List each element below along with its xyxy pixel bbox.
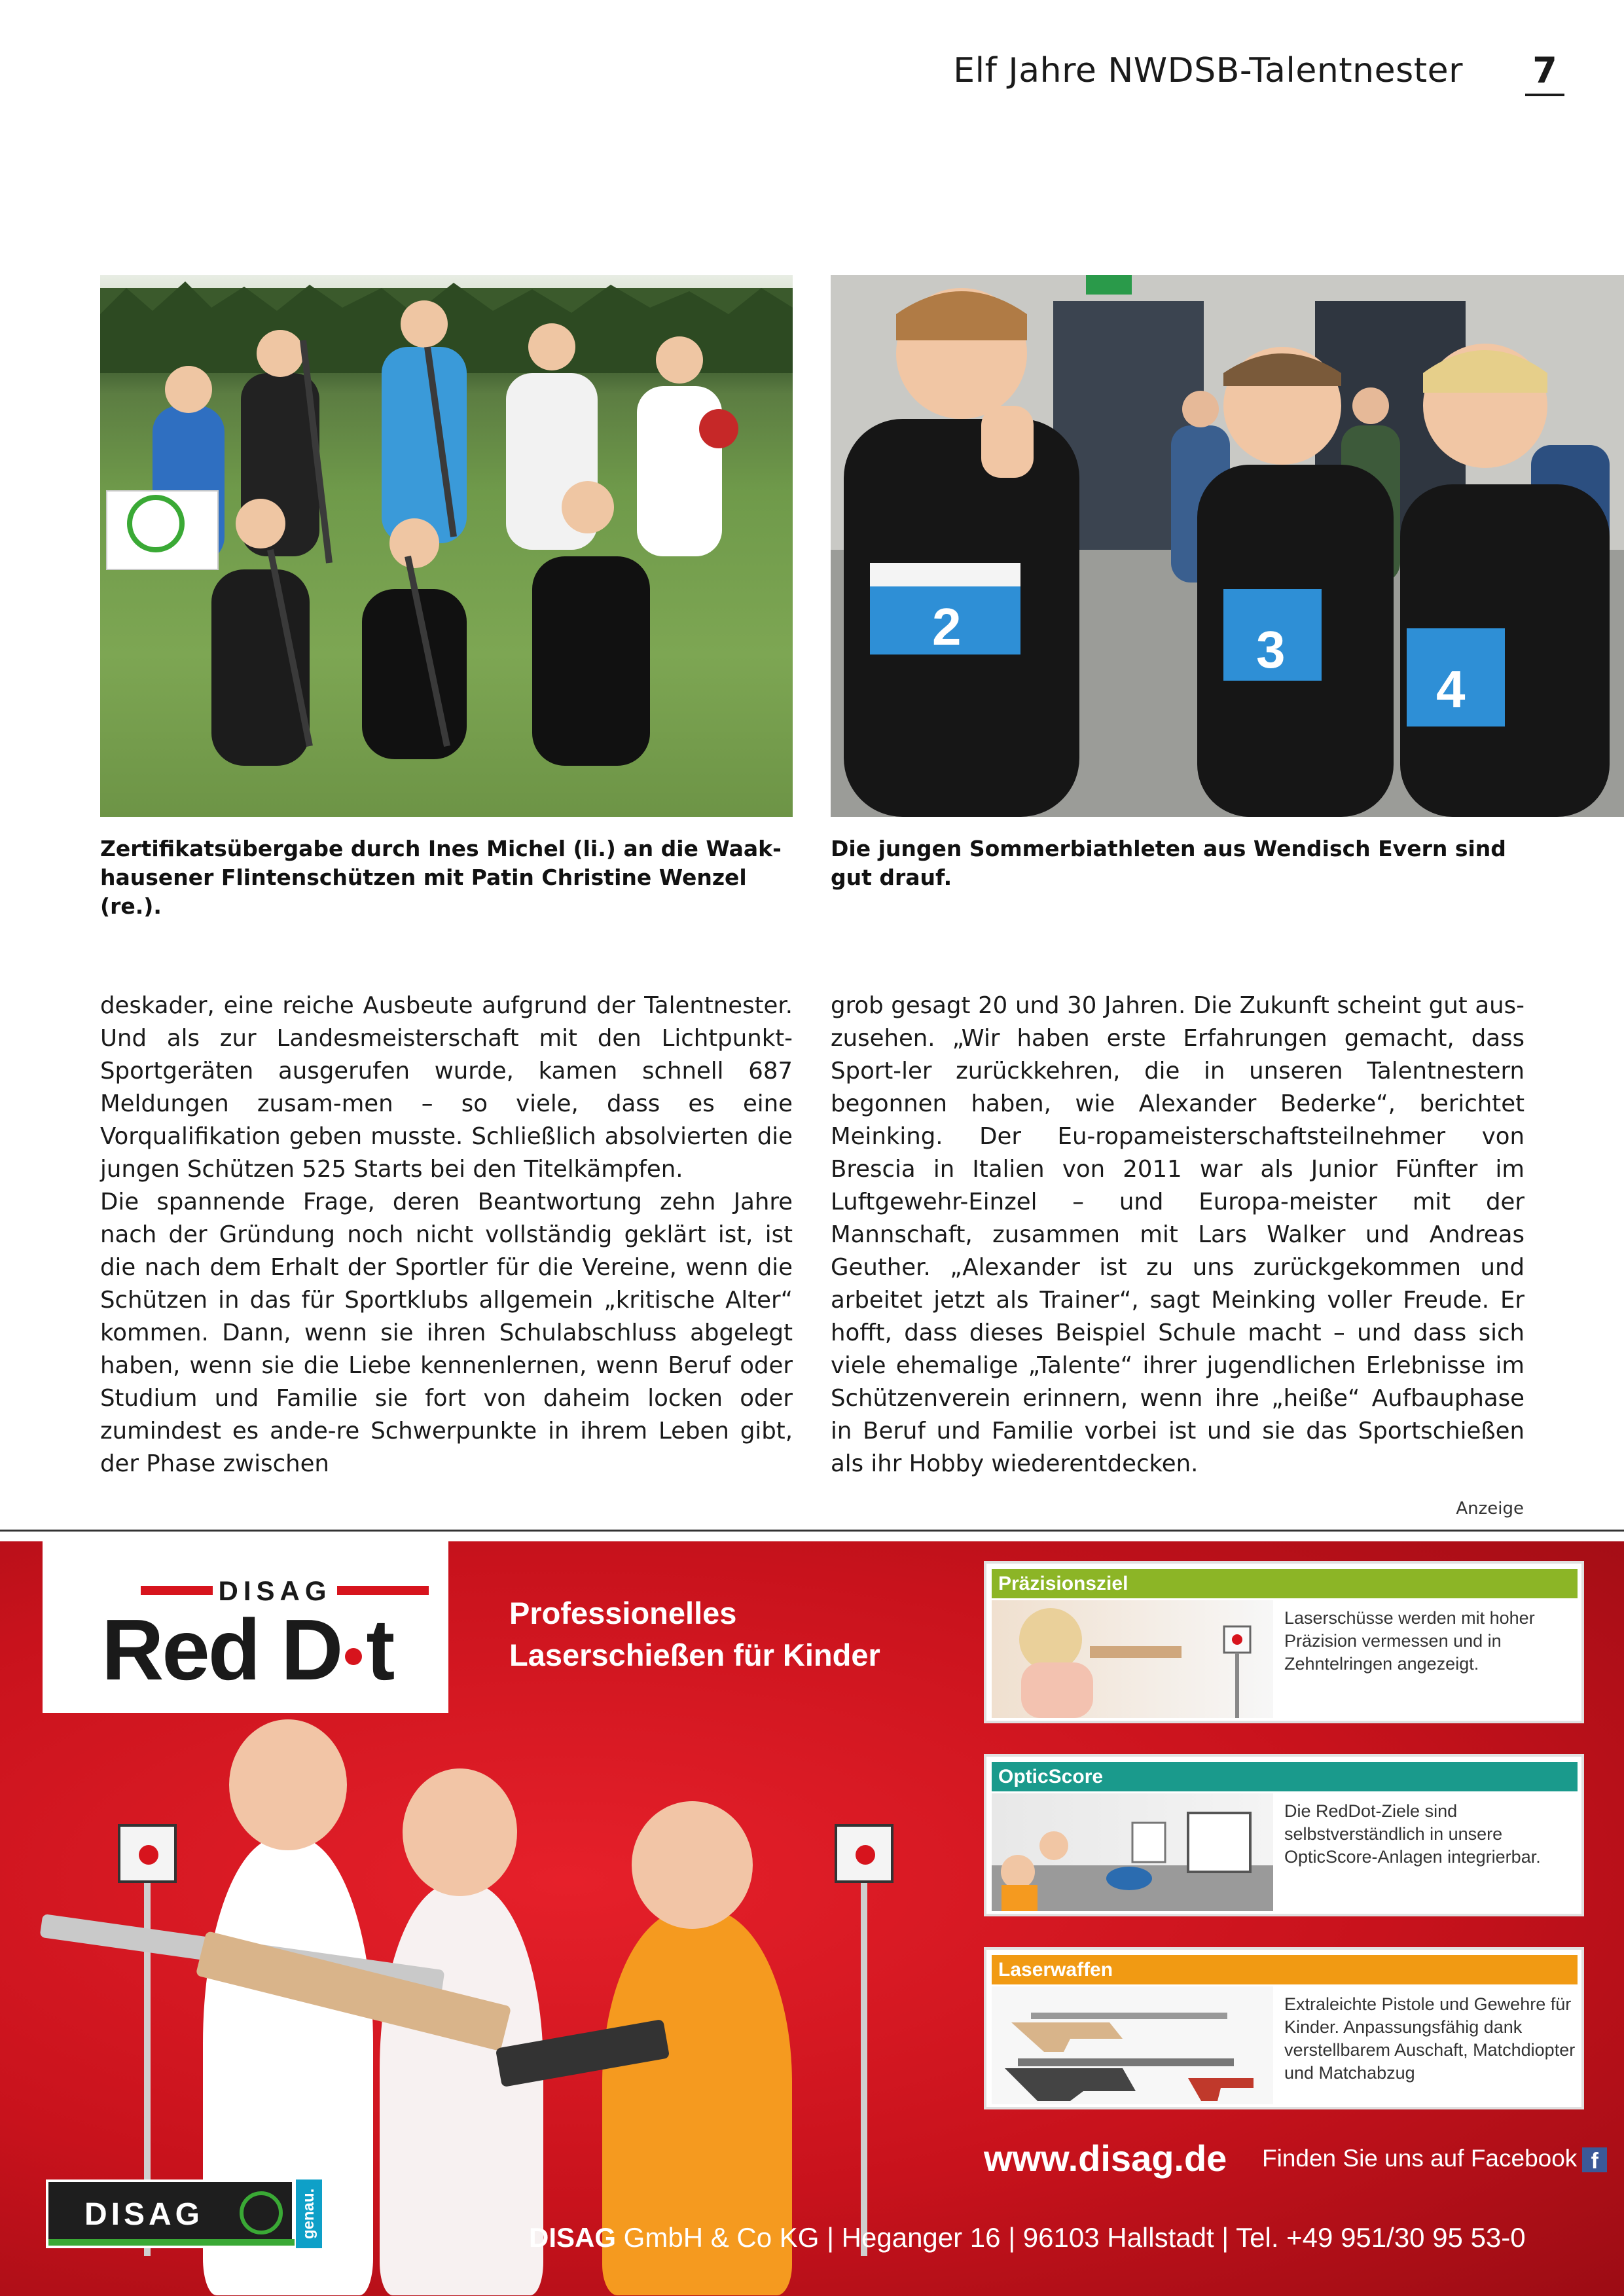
feature-box-opticscore — [984, 1754, 1584, 1916]
svg-text:3: 3 — [1256, 620, 1286, 679]
article-column-left — [100, 990, 793, 1480]
child-middle — [380, 1883, 543, 2295]
child-left-head — [229, 1719, 347, 1850]
article-column-right — [831, 990, 1525, 1480]
photo-shooters-group — [100, 275, 793, 817]
feature-text: Laserschüsse werden mit hoher Präzision vermessen und in Zehntelringen angezeigt. — [1284, 1608, 1535, 1674]
feature-box-praezisionsziel — [984, 1561, 1584, 1723]
svg-text:2: 2 — [932, 598, 962, 656]
target-ring-icon — [240, 2191, 283, 2234]
paragraph: grob gesagt 20 und 30 Jahren. Die Zukunft scheint gut aus-zusehen. „Wir haben erste Erfahrungen gemacht, dass Sport-ler zurückkehren, die in unseren Talentnestern begonnen haben, wie Alexander Bederke“, berichtet Meinking. Der Eu-ropameisterschaftsteilnehmer von Brescia in Italien von 2011 war als Junior Fünfter im Luftgewehr-Einzel – und Europa-meister mit der Mannschaft, zusammen mit Lars Walker und Andreas Geuther. „Alexander ist zu uns zurückgekommen und arbeitet jetzt als Trainer“, sagt Meinking voller Freude. Er hofft, dass dieses Beispiel Schule macht – und dass sich viele ehemalige „Talente“ ihrer jugendlichen Erlebnisse im Schützenverein erinnern, wenn ihre „heiße“ Aufbauphase in Beruf und Familie vorbei ist und sie das Sportschießen als ihr Hobby wiederentdecken. — [831, 992, 1525, 1477]
shooting-range-illustration — [992, 1793, 1273, 1911]
company-name: DISAG — [529, 2222, 617, 2253]
company-contact-line — [529, 2222, 1526, 2253]
photo-shooters-illustration — [100, 275, 793, 817]
ad-headline-line-2: Laserschießen für Kinder — [509, 1638, 880, 1672]
child-middle-head — [403, 1768, 517, 1896]
feature-text: Extraleichte Pistole und Gewehre für Kinder. Anpassungsfähig dank verstellbarem Auschaft, Matchdiopter und Matchabzug — [1284, 1994, 1576, 2083]
facebook-link[interactable] — [1262, 2145, 1607, 2172]
feature-title: OpticScore — [992, 1762, 1578, 1791]
disag-badge-logo — [46, 2179, 295, 2248]
paragraph: deskader, eine reiche Ausbeute aufgrund der Talentnester. Und als zur Landesmeisterschaft mit den Lichtpunkt-Sportgeräten ausgerufen wurde, kamen schnell 687 Meldungen zusam-men – so viele, dass es eine Vorqualifikation geben musste. Schließlich absolvierten die jungen Schützen 525 Starts bei den Titelkämpfen. — [100, 992, 793, 1183]
ad-headline-line-1: Professionelles — [509, 1596, 737, 1630]
website-link[interactable]: www.disag.de — [984, 2138, 1227, 2179]
page-number: 7 — [1525, 50, 1564, 96]
child-right-head — [632, 1801, 753, 1929]
feature-title: Laserwaffen — [992, 1955, 1578, 1984]
disag-wordmark — [101, 1575, 429, 1606]
ad-label: Anzeige — [1456, 1499, 1524, 1518]
children-shooting-range-image — [992, 1793, 1273, 1911]
disag-badge-text: DISAG — [84, 2197, 204, 2232]
feature-title: Präzisionsziel — [992, 1569, 1578, 1598]
ad-divider — [0, 1530, 1624, 1532]
photo-caption-shooters: Zertifikatsübergabe durch Ines Michel (li.) an die Waak-hausener Flintenschützen mit Patin Christine Wenzel (re.). — [100, 836, 782, 919]
target-icon — [835, 1824, 893, 1883]
reddot-logo — [43, 1541, 448, 1713]
photo-children-illustration — [831, 275, 1624, 817]
laser-weapons-image — [992, 1986, 1273, 2104]
laser-weapons-illustration — [992, 1986, 1273, 2104]
photo-caption-biathletes: Die jungen Sommerbiathleten aus Wendisch Evern sind gut drauf. — [831, 836, 1506, 890]
advertisement-disag — [0, 1541, 1624, 2296]
facebook-icon: f — [1582, 2147, 1607, 2172]
target-icon — [118, 1824, 177, 1883]
genau-tag: genau. — [296, 2179, 322, 2248]
girl-aiming-image — [992, 1600, 1273, 1718]
red-dot-icon — [345, 1648, 362, 1665]
reddot-right: t — [366, 1602, 393, 1698]
ad-headline — [509, 1592, 880, 1676]
target-stand — [861, 1850, 867, 2256]
girl-aiming-illustration — [992, 1600, 1273, 1718]
paragraph: Die spannende Frage, deren Beantwortung zehn Jahre nach der Gründung noch nicht vollständig geklärt ist, ist die nach dem Erhalt der Sportler für die Vereine, wenn die Schützen in das für Sportklubs allgemein „kritische Alter“ kommen. Dann, wenn sie ihren Schulabschluss abgelegt haben, wenn sie die Liebe kennenlernen, wenn Beruf oder Studium und Familie sie fort von daheim locken oder zumindest es ande-re Schwerpunkte in ihrem Leben gibt, der Phase zwischen — [100, 1189, 793, 1477]
facebook-text: Finden Sie uns auf Facebook — [1262, 2145, 1578, 2172]
company-address: GmbH & Co KG | Heganger 16 | 96103 Hallstadt | Tel. +49 951/30 95 53-0 — [616, 2222, 1526, 2253]
photo-biathletes-children — [831, 275, 1624, 817]
reddot-left: Red D — [101, 1602, 342, 1698]
reddot-wordmark — [101, 1600, 393, 1699]
feature-box-laserwaffen — [984, 1947, 1584, 2109]
svg-text:4: 4 — [1436, 660, 1466, 718]
disag-logo-text: DISAG — [218, 1575, 332, 1606]
running-title: Elf Jahre NWDSB-Talentnester — [953, 51, 1463, 90]
feature-text: Die RedDot-Ziele sind selbstverständlich in unsere OpticScore-Anlagen integrierbar. — [1284, 1801, 1541, 1867]
